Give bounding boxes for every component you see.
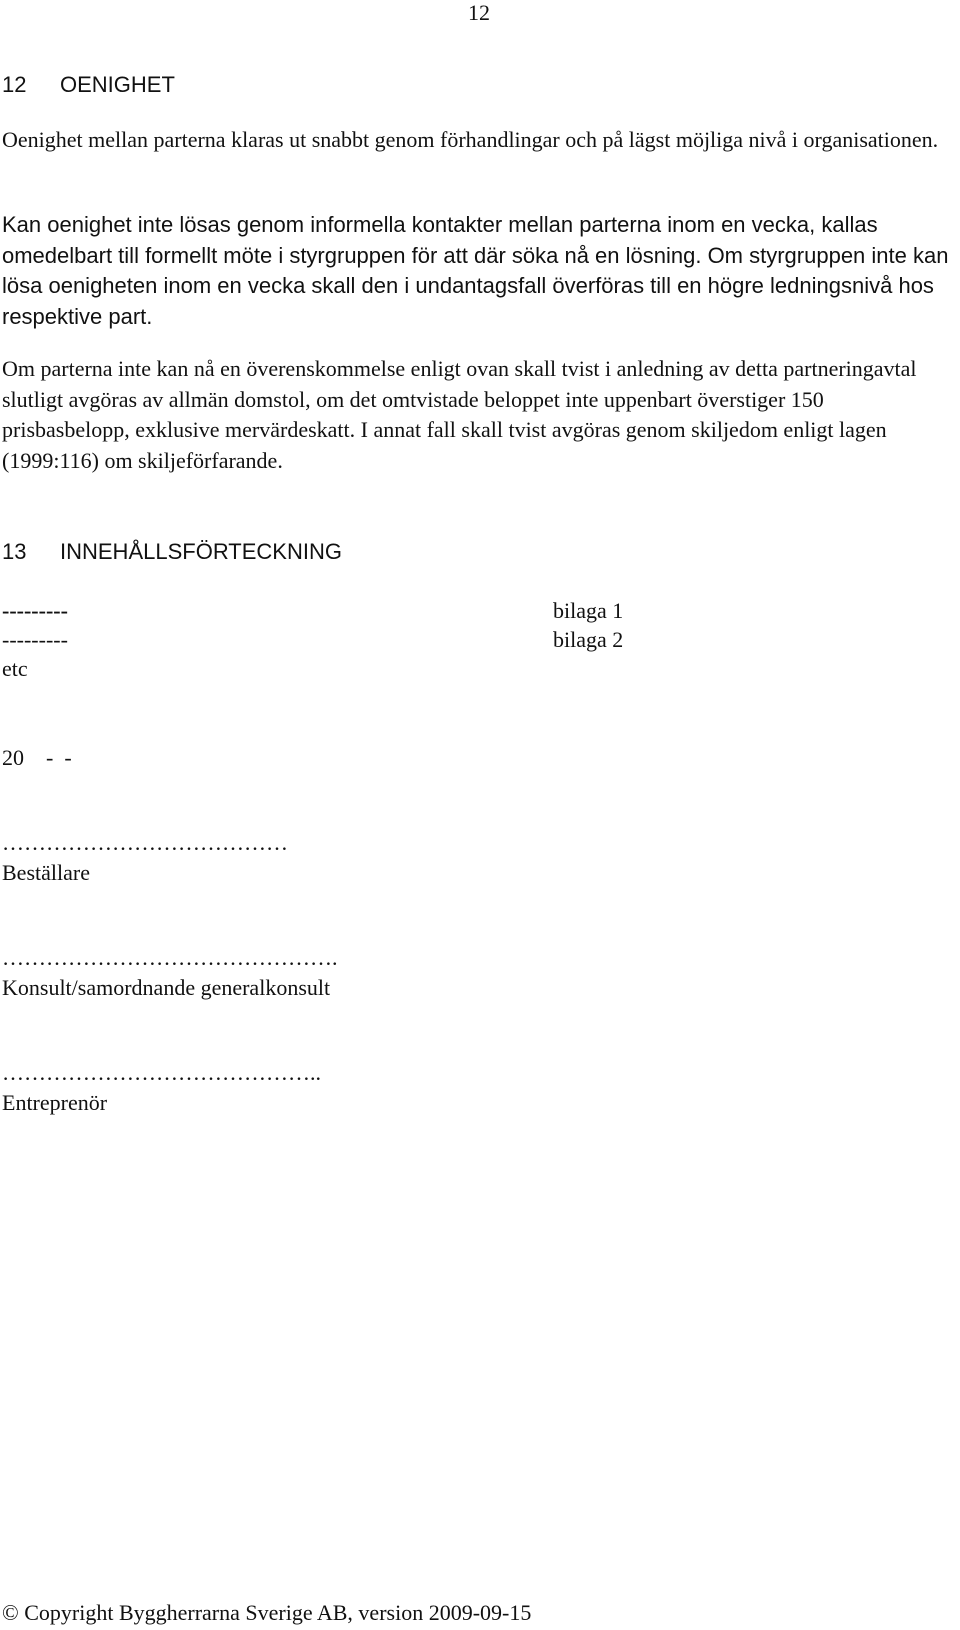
signature-role-konsult: Konsult/samordnande generalkonsult — [2, 975, 331, 1000]
section-13-title: INNEHÅLLSFÖRTECKNING — [60, 539, 342, 564]
signature-role-bestallare: Beställare — [2, 860, 90, 885]
section-13-heading — [2, 539, 342, 565]
toc-row-label: bilaga 1 — [553, 598, 624, 623]
toc-row-dashes: --------- — [2, 627, 68, 652]
date-line: 20 - - — [2, 745, 72, 770]
section-12-number: 12 — [2, 72, 27, 97]
signature-dots-bestallare: ………………………………… — [2, 830, 288, 855]
toc-etc: etc — [2, 656, 28, 681]
toc-row — [2, 598, 702, 626]
toc-row-dashes: --------- — [2, 598, 68, 623]
toc-row — [2, 627, 702, 655]
section-12-paragraph-1: Oenighet mellan parterna klaras ut snabbt genom förhandlingar och på lägst möjliga nivå i organisationen. — [2, 127, 939, 152]
signature-role-entreprenor: Entreprenör — [2, 1090, 108, 1115]
section-13-number: 13 — [2, 539, 27, 564]
signature-dots-konsult: ………………………………………. — [2, 945, 338, 970]
page-number: 12 — [468, 0, 490, 25]
toc-row-label: bilaga 2 — [553, 627, 624, 652]
section-12-paragraph-2: Kan oenighet inte lösas genom informella kontakter mellan parterna inom en vecka, kallas omedelbart till formellt möte i styrgruppen för att där söka nå en lösning. Om styrgruppen inte kan lösa oenigheten inom en vecka skall den i undantagsfall överföras till en högre ledningsnivå hos respektive part. — [2, 212, 949, 329]
section-12-title: OENIGHET — [60, 72, 175, 97]
section-12-heading — [2, 72, 175, 98]
signature-dots-entreprenor: …………………………………….. — [2, 1060, 321, 1085]
section-12-paragraph-3: Om parterna inte kan nå en överenskommelse enligt ovan skall tvist i anledning av detta partneringavtal slutligt avgöras av allmän domstol, om det omtvistade beloppet inte uppenbart överstiger 150 prisbasbelopp, exklusive mervärdeskatt. I annat fall skall tvist avgöras genom skiljedom enligt lagen (1999:116) om skiljeförfarande. — [2, 356, 917, 473]
footer-copyright: © Copyright Byggherrarna Sverige AB, version 2009-09-15 — [2, 1600, 532, 1625]
